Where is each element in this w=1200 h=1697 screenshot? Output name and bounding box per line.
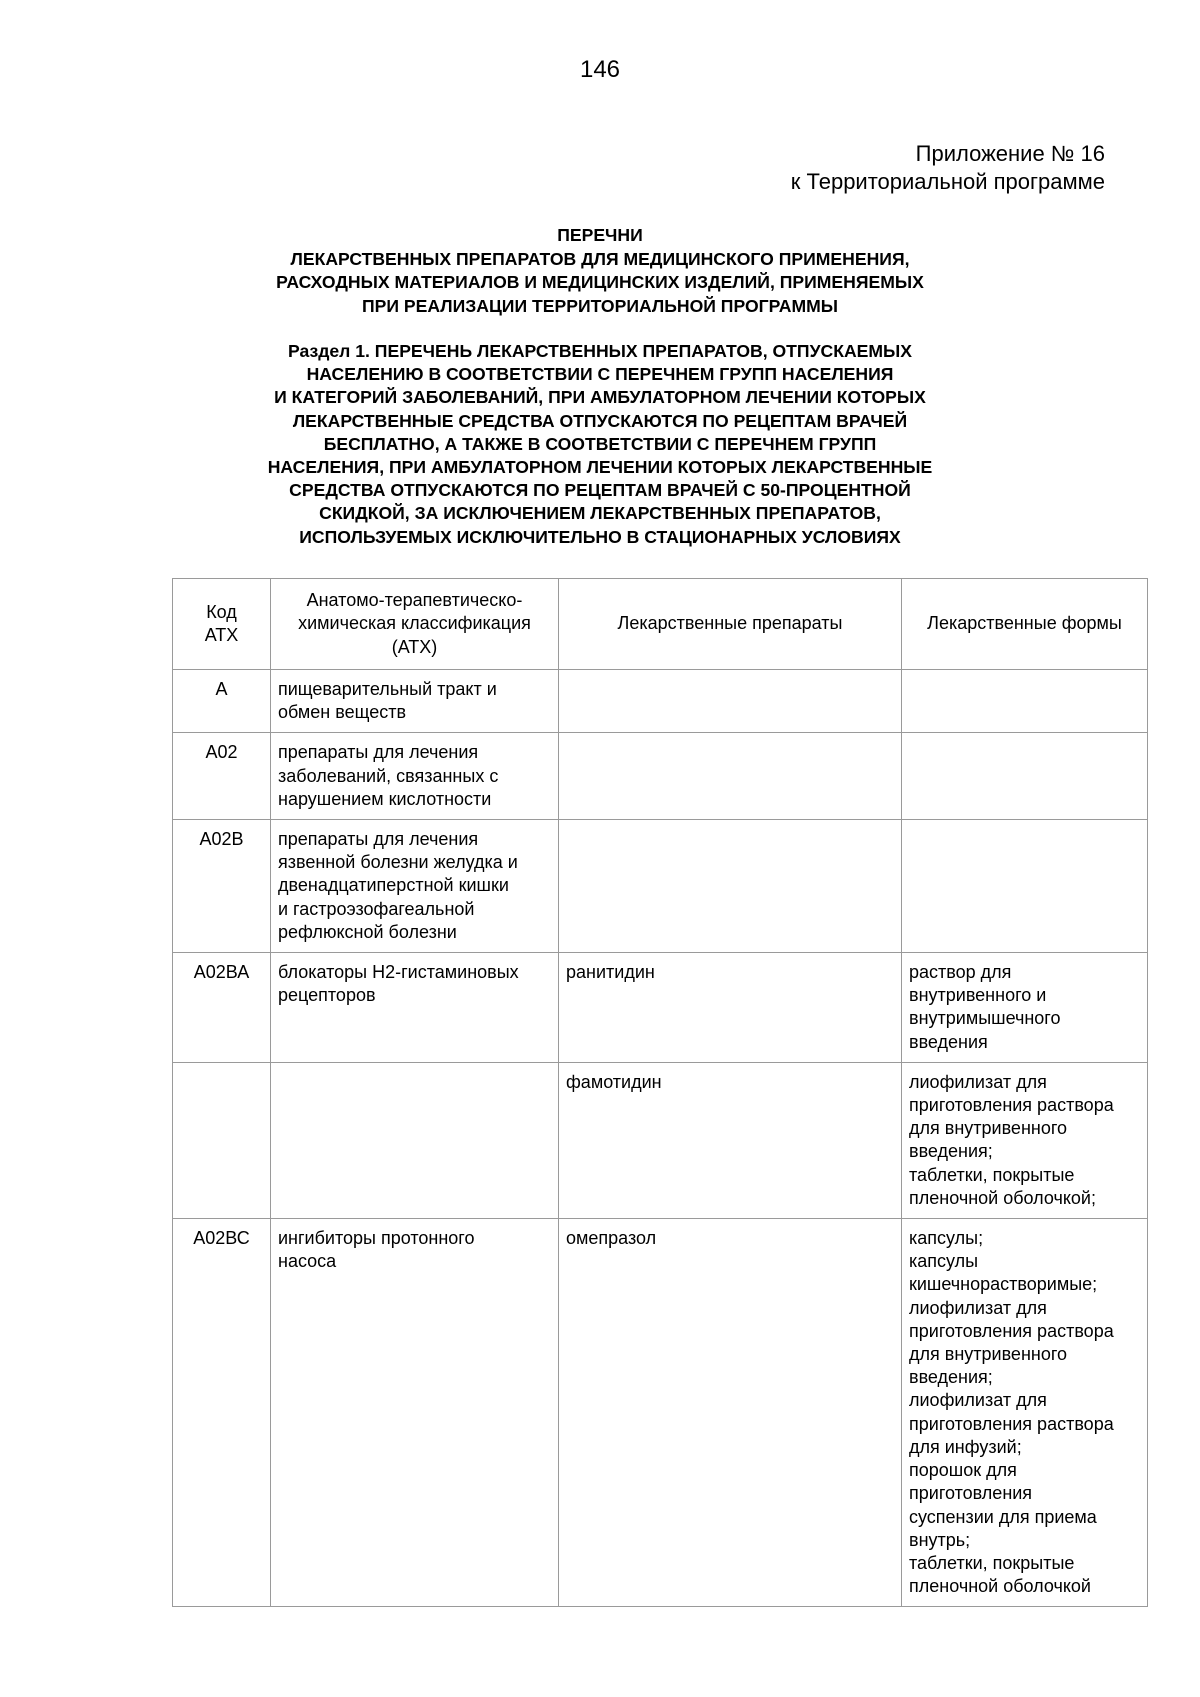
document-title: [0, 224, 1200, 318]
classification-cell: пищеварительный тракт и обмен веществ: [271, 670, 559, 733]
header-forms: Лекарственные формы: [902, 579, 1148, 670]
atx-drug-table: [172, 578, 1148, 1607]
table-row: [173, 1219, 1148, 1607]
classification-cell: препараты для лечения язвенной болезни желудка и двенадцатиперстной кишки и гастроэзофагеальной рефлюксной болезни: [271, 820, 559, 953]
section-line: СКИДКОЙ, ЗА ИСКЛЮЧЕНИЕМ ЛЕКАРСТВЕННЫХ ПРЕПАРАТОВ,: [319, 503, 881, 524]
drug-cell: [559, 670, 902, 733]
atx-code-cell: А02В: [173, 820, 271, 953]
table-row: [173, 820, 1148, 953]
atx-code-cell: А02ВС: [173, 1219, 271, 1607]
section-line: НАСЕЛЕНИЯ, ПРИ АМБУЛАТОРНОМ ЛЕЧЕНИИ КОТОРЫХ ЛЕКАРСТВЕННЫЕ: [267, 457, 933, 478]
section-line: БЕСПЛАТНО, А ТАКЖЕ В СООТВЕТСТВИИ С ПЕРЕЧНЕМ ГРУПП: [323, 433, 877, 454]
section-line: СРЕДСТВА ОТПУСКАЮТСЯ ПО РЕЦЕПТАМ ВРАЧЕЙ С 50-ПРОЦЕНТНОЙ: [289, 480, 911, 501]
header-drugs: Лекарственные препараты: [559, 579, 902, 670]
header-classification: Анатомо-терапевтическо- химическая классификация (АТХ): [271, 579, 559, 670]
title-line: РАСХОДНЫХ МАТЕРИАЛОВ И МЕДИЦИНСКИХ ИЗДЕЛИЙ, ПРИМЕНЯЕМЫХ: [276, 272, 924, 292]
table-row: [173, 670, 1148, 733]
title-line: ПЕРЕЧНИ: [557, 225, 643, 245]
table-header-row: [173, 579, 1148, 670]
appendix-line: к Территориальной программе: [790, 169, 1105, 194]
appendix-line: Приложение № 16: [915, 141, 1105, 166]
title-line: ЛЕКАРСТВЕННЫХ ПРЕПАРАТОВ ДЛЯ МЕДИЦИНСКОГО ПРИМЕНЕНИЯ,: [290, 248, 910, 269]
forms-cell: лиофилизат для приготовления раствора для внутривенного введения; таблетки, покрытые пленочной оболочкой;: [902, 1062, 1148, 1218]
atx-code-cell: [173, 1062, 271, 1218]
appendix-reference: [791, 140, 1105, 196]
forms-cell: [902, 733, 1148, 820]
table-row: [173, 1062, 1148, 1218]
section-line: ЛЕКАРСТВЕННЫЕ СРЕДСТВА ОТПУСКАЮТСЯ ПО РЕЦЕПТАМ ВРАЧЕЙ: [292, 410, 908, 431]
drug-cell: омепразол: [559, 1219, 902, 1607]
table-row: [173, 733, 1148, 820]
drug-cell: фамотидин: [559, 1062, 902, 1218]
drug-cell: ранитидин: [559, 953, 902, 1063]
forms-cell: [902, 670, 1148, 733]
classification-cell: [271, 1062, 559, 1218]
drug-cell: [559, 733, 902, 820]
table-row: [173, 953, 1148, 1063]
forms-cell: капсулы; капсулы кишечнорастворимые; лиофилизат для приготовления раствора для внутривенного введения; лиофилизат для приготовления раствора для инфузий; порошок для приготовления суспензии для приема внутрь; таблетки, покрытые пленочной оболочкой: [902, 1219, 1148, 1607]
classification-cell: ингибиторы протонного насоса: [271, 1219, 559, 1607]
section-line: И КАТЕГОРИЙ ЗАБОЛЕВАНИЙ, ПРИ АМБУЛАТОРНОМ ЛЕЧЕНИИ КОТОРЫХ: [274, 387, 926, 408]
section-line: ИСПОЛЬЗУЕМЫХ ИСКЛЮЧИТЕЛЬНО В СТАЦИОНАРНЫХ УСЛОВИЯХ: [299, 526, 901, 547]
drug-cell: [559, 820, 902, 953]
atx-code-cell: А: [173, 670, 271, 733]
page-number: 146: [579, 56, 621, 83]
atx-code-cell: А02ВА: [173, 953, 271, 1063]
forms-cell: [902, 820, 1148, 953]
section-heading: [0, 340, 1200, 549]
section-line: Раздел 1. ПЕРЕЧЕНЬ ЛЕКАРСТВЕННЫХ ПРЕПАРАТОВ, ОТПУСКАЕМЫХ: [287, 341, 913, 361]
header-code: Код АТХ: [173, 579, 271, 670]
atx-code-cell: А02: [173, 733, 271, 820]
classification-cell: блокаторы H2-гистаминовых рецепторов: [271, 953, 559, 1063]
forms-cell: раствор для внутривенного и внутримышечного введения: [902, 953, 1148, 1063]
section-line: НАСЕЛЕНИЮ В СООТВЕТСТВИИ С ПЕРЕЧНЕМ ГРУПП НАСЕЛЕНИЯ: [306, 364, 894, 385]
classification-cell: препараты для лечения заболеваний, связанных с нарушением кислотности: [271, 733, 559, 820]
title-line: ПРИ РЕАЛИЗАЦИИ ТЕРРИТОРИАЛЬНОЙ ПРОГРАММЫ: [361, 295, 839, 316]
